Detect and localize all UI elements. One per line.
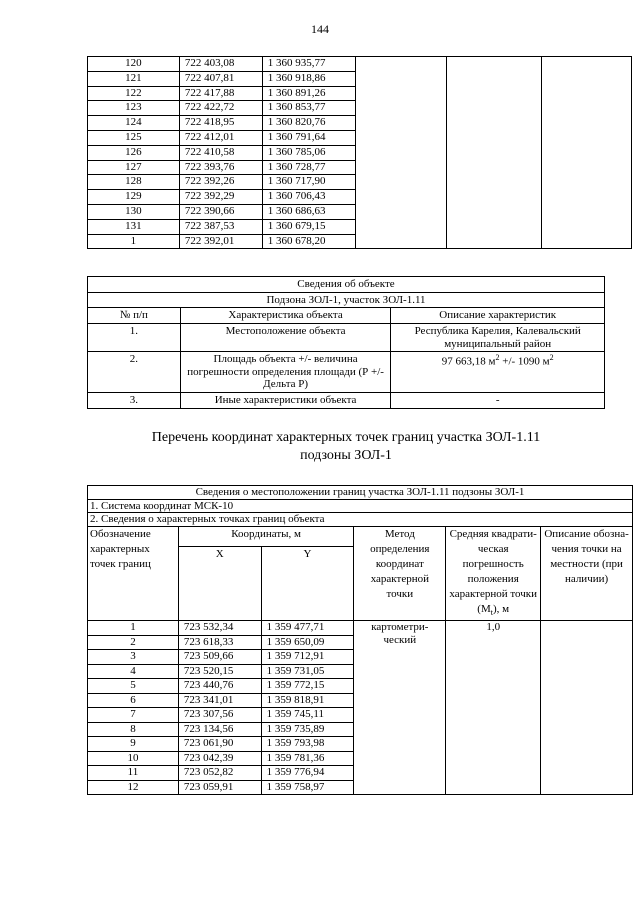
col-method: Метод определения координат характерной точки [354,526,446,620]
row-char: Иные характеристики объекта [180,393,391,409]
point-number: 1 [88,234,180,249]
coord-x: 723 061,90 [178,737,261,752]
coord-y: 1 359 772,15 [261,679,354,694]
point-number: 127 [88,160,180,175]
coord-x: 722 393,76 [179,160,262,175]
coord-x: 722 387,53 [179,219,262,234]
point-number: 123 [88,101,180,116]
coord-y: 1 359 477,71 [261,621,354,636]
col-y: Y [261,547,354,621]
point-number: 120 [88,57,180,72]
coord-y: 1 360 686,63 [262,204,355,219]
point-number: 3 [88,650,179,665]
coord-x: 722 418,95 [179,116,262,131]
coord-y: 1 359 731,05 [261,664,354,679]
coord-x: 722 392,29 [179,190,262,205]
section-heading [87,429,605,465]
coord-y: 1 359 712,91 [261,650,354,665]
method-value: картометри-ческий [354,621,446,795]
coord-y: 1 359 745,11 [261,708,354,723]
row-desc: 97 663,18 $м^2$ +/- 1090 $м^2$ [391,352,605,393]
coord-x: 722 392,01 [179,234,262,249]
object-info-title: Сведения об объекте [88,277,605,293]
point-number: 126 [88,145,180,160]
point-number: 4 [88,664,179,679]
coord-x: 722 422,72 [179,101,262,116]
coord-y: 1 359 793,98 [261,737,354,752]
coord-y: 1 360 679,15 [262,219,355,234]
page-number: 144 [311,22,329,36]
coord-x: 722 412,01 [179,130,262,145]
table-row [88,57,632,72]
col-header-char: Характеристика объекта [180,308,391,324]
coord-x: 723 509,66 [178,650,261,665]
col-designation: Обозначение характерных точек границ [88,526,179,620]
boundary-coordinates-table [87,485,633,795]
coord-x: 723 532,34 [178,621,261,636]
empty-error-cell [447,57,542,249]
point-number: 129 [88,190,180,205]
point-number: 7 [88,708,179,723]
point-number: 124 [88,116,180,131]
row-num: 3. [88,393,181,409]
point-number: 5 [88,679,179,694]
point-number: 131 [88,219,180,234]
coord-x: 723 341,01 [178,693,261,708]
coord-x: 723 618,33 [178,635,261,650]
coord-x: 723 307,56 [178,708,261,723]
row-char: Площадь объекта +/- величина погрешности определения площади (Р +/- Дельта Р) [180,352,391,393]
row-desc: Республика Карелия, Калевальский муниципальный район [391,323,605,351]
coord-x: 722 407,81 [179,71,262,86]
point-number: 9 [88,737,179,752]
empty-method-cell [355,57,447,249]
point-number: 6 [88,693,179,708]
coord-y: 1 360 791,64 [262,130,355,145]
object-info-subtitle: Подзона ЗОЛ-1, участок ЗОЛ-1.11 [88,292,605,308]
coord-y: 1 359 735,89 [261,722,354,737]
coord-y: 1 360 935,77 [262,57,355,72]
coord-y: 1 360 785,06 [262,145,355,160]
row-num: 2. [88,352,181,393]
coord-y: 1 360 891,26 [262,86,355,101]
coord-x: 723 520,15 [178,664,261,679]
coord-y: 1 360 717,90 [262,175,355,190]
coord-x: 722 403,08 [179,57,262,72]
point-number: 1 [88,621,179,636]
object-info-table [87,276,605,409]
row-num: 1. [88,323,181,351]
empty-description-cell [541,621,633,795]
col-header-desc: Описание характеристик [391,308,605,324]
point-number: 12 [88,780,179,795]
coord-x: 723 042,39 [178,751,261,766]
coord-y: 1 359 758,97 [261,780,354,795]
point-number: 8 [88,722,179,737]
section-heading-line2: подзоны ЗОЛ-1 [300,448,392,463]
col-error: Средняя квадрати-ческая погрешность положения характерной точки $(M_t)$, м [446,526,541,620]
coord-x: 722 410,58 [179,145,262,160]
coord-x: 722 392,26 [179,175,262,190]
coord-x: 723 052,82 [178,766,261,781]
coord-x: 723 440,76 [178,679,261,694]
coord-x: 722 417,88 [179,86,262,101]
row-char: Местоположение объекта [180,323,391,351]
coordinate-system-label: 1. Система координат МСК-10 [88,499,633,513]
point-number: 130 [88,204,180,219]
table-row [88,621,633,636]
points-info-label: 2. Сведения о характерных точках границ объекта [88,513,633,527]
empty-description-cell [542,57,632,249]
point-number: 2 [88,635,179,650]
coord-y: 1 359 818,91 [261,693,354,708]
coord-y: 1 360 820,76 [262,116,355,131]
point-number: 11 [88,766,179,781]
coord-x: 723 059,91 [178,780,261,795]
boundary-table-title: Сведения о местоположении границ участка ЗОЛ-1.11 подзоны ЗОЛ-1 [88,486,633,500]
point-number: 10 [88,751,179,766]
col-x: X [178,547,261,621]
coord-y: 1 360 853,77 [262,101,355,116]
point-number: 125 [88,130,180,145]
error-value: 1,0 [446,621,541,795]
col-header-num: № п/п [88,308,181,324]
col-description: Описание обозна-чения точки на местности (при наличии) [541,526,633,620]
coord-y: 1 359 650,09 [261,635,354,650]
coordinates-table-continued [87,56,632,249]
coord-y: 1 360 706,43 [262,190,355,205]
coord-y: 1 360 918,86 [262,71,355,86]
point-number: 121 [88,71,180,86]
section-heading-line1: Перечень координат характерных точек границ участка ЗОЛ-1.11 [151,430,541,445]
col-coordinates: Координаты, м [178,526,354,546]
point-number: 128 [88,175,180,190]
coord-y: 1 360 678,20 [262,234,355,249]
coord-y: 1 360 728,77 [262,160,355,175]
point-number: 122 [88,86,180,101]
coord-x: 722 390,66 [179,204,262,219]
row-desc: - [391,393,605,409]
coord-y: 1 359 781,36 [261,751,354,766]
coord-x: 723 134,56 [178,722,261,737]
coord-y: 1 359 776,94 [261,766,354,781]
